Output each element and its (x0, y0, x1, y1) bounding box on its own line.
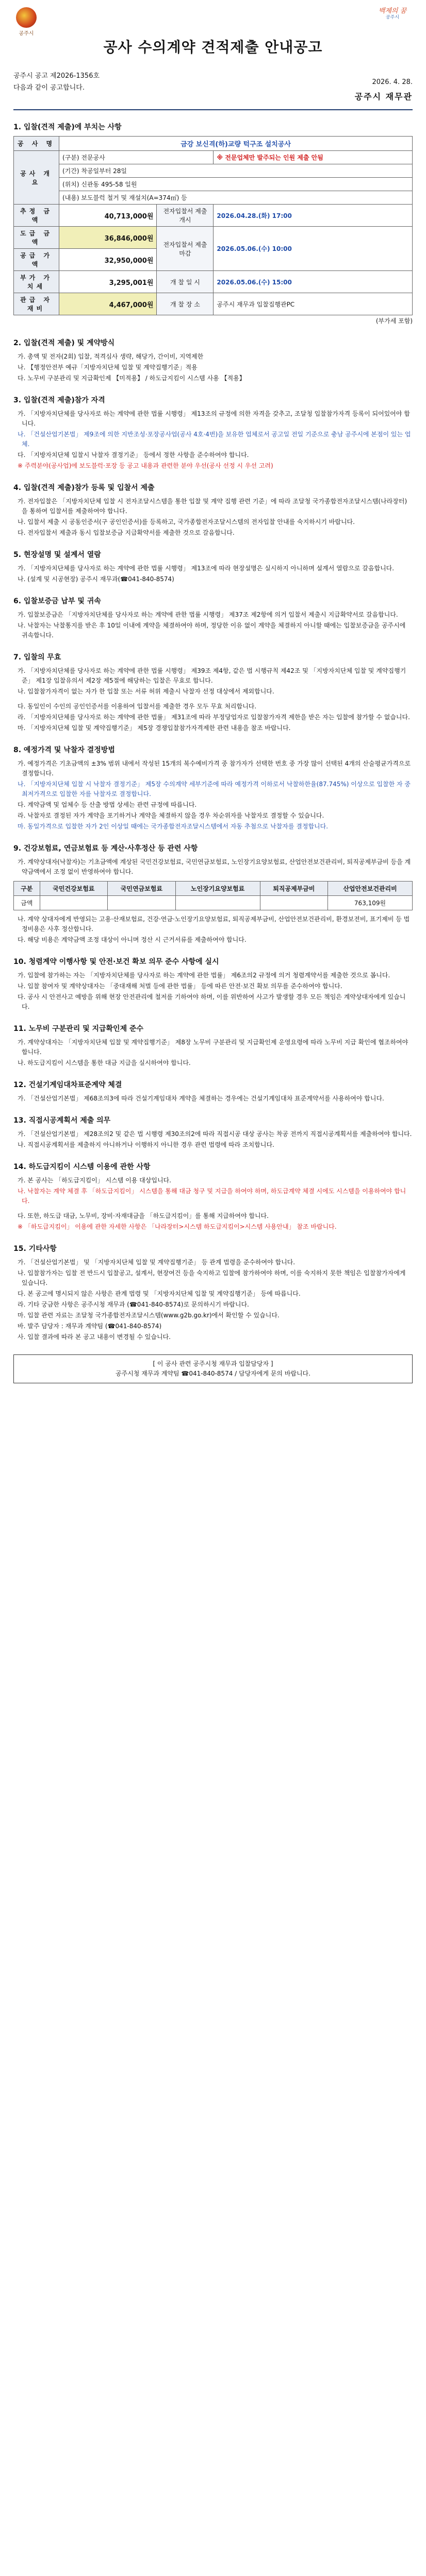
table-row (14, 293, 413, 315)
list-item: 나. (설계 및 시공현장) 공주시 재무과(☎041-840-8574) (18, 575, 174, 583)
table-cell (108, 896, 176, 910)
sec2-title: 2. 입찰(견적 제출) 및 계약방식 (13, 339, 115, 347)
table-header: 구분 (14, 882, 40, 896)
list-item: 나. 입찰 참여자 및 계약상대자는 「중대재해 처벌 등에 관한 법률」 등에 따른 안전·보건 확보 의무를 준수하여야 합니다. (18, 982, 342, 990)
amount-label: 공급 가액 (14, 249, 59, 271)
list-item: 라. 「지방자치단체를 당사자로 하는 계약에 관한 법률」 제31조에 따라 부정당업자로 입찰참가자격 제한을 받은 자는 입찰에 참가할 수 없습니다. (18, 714, 410, 721)
amount-label: 부가 가치세 (14, 271, 59, 293)
amount-label: 관급 자재비 (14, 293, 59, 315)
list-item: 나. 「지방자치단체 입찰 시 낙찰자 결정기준」 제5장 수의계약 세부기준에 따라 예정가격 이하로서 낙찰하한율(87.745%) 이상으로 입찰한 자 중 최저가격으로 입찰한 자를 낙찰자로 결정합니다. (18, 781, 411, 798)
overview-type-note: ※ 전문업체만 발주되는 인원 제출 안됨 (214, 151, 413, 164)
table-header: 국민연금보험료 (108, 882, 176, 896)
table-header: 국민건강보험료 (40, 882, 108, 896)
project-name: 금강 보신격(하)교량 턱구조 설치공사 (59, 137, 413, 151)
overview-content: (내용) 보도블럭 철거 및 재설치(A=374㎡) 등 (59, 191, 413, 205)
table-row (14, 271, 413, 293)
table-header: 퇴직공제부금비 (260, 882, 328, 896)
amount-value: 36,846,000원 (59, 227, 157, 249)
notice-number: 공주시 공고 제2026-1356호 (13, 72, 100, 80)
list-item: 가. 「지방자치단체를 당사자로 하는 계약에 관한 법률 시행령」 제13조의 규정에 의한 자격을 갖추고, 조달청 입찰참가자격 등록이 되어있어야 합니다. (18, 410, 410, 427)
amount-value: 40,713,000원 (59, 205, 157, 227)
list-item: 바. 발주 담당자 : 재무과 계약팀 (☎041-840-8574) (18, 1323, 162, 1330)
list-item: 마. 동일가격으로 입찰한 자가 2인 이상일 때에는 국가종합전자조달시스템에서 자동 추첨으로 낙찰자를 결정합니다. (18, 823, 329, 830)
schedule-value: 공주시 재무과 입찰집행관PC (214, 293, 413, 315)
table-row (14, 191, 413, 205)
list-item: 나. 낙찰자는 낙찰통지를 받은 후 10일 이내에 계약을 체결하여야 하며, 정당한 이유 없이 계약을 체결하지 아니할 때에는 입찰보증금을 공주시에 귀속합니다. (18, 622, 406, 639)
table-header: 노인장기요양보험료 (175, 882, 260, 896)
sec3-title: 3. 입찰(견적 제출)참가 자격 (13, 396, 105, 404)
list-item: 나. 입찰참가자는 입찰 전 반드시 입찰공고, 설계서, 현장여건 등을 숙지하고 입찰에 참가하여야 하며, 이를 숙지하지 못한 책임은 입찰참가자에게 있습니다. (18, 1269, 406, 1286)
list-item: 다. 계약금액 및 업체수 등 산출 방법 상세는 관련 규정에 따릅니다. (18, 801, 197, 808)
footer-line1: [ 이 공사 관련 공주시청 재무과 입찰담당자 ] (153, 1360, 273, 1367)
amount-label: 추정 금액 (14, 205, 59, 227)
amount-label: 도급 금액 (14, 227, 59, 249)
list-item: 마. 입찰 관련 자료는 조달청 국가종합전자조달시스템(www.g2b.go.kr)에서 확인할 수 있습니다. (18, 1312, 280, 1319)
table-row (14, 205, 413, 227)
schedule-label: 전자입찰서 제출 마감 (157, 227, 214, 271)
list-item: 나. 【행정안전부 예규「지방자치단체 입찰 및 계약집행기준」적용 (18, 364, 198, 371)
overview-location: (위치) 신관동 495-58 일원 (59, 178, 413, 191)
schedule-label: 개 찰 장 소 (157, 293, 214, 315)
list-item: 나. 직접시공계획서를 제출하지 아니하거나 이행하지 아니한 경우 관련 법령에 따라 조치합니다. (18, 1141, 274, 1148)
overview-table (13, 136, 413, 315)
table-row (14, 151, 413, 164)
sec1-title: 1. 입찰(견적 제출)에 부치는 사항 (13, 123, 122, 131)
schedule-label: 전자입찰서 제출 개시 (157, 205, 214, 227)
table-cell (175, 896, 260, 910)
sec15-title: 15. 기타사항 (13, 1245, 57, 1253)
overview-type: (구분) 전문공사 (59, 151, 214, 164)
schedule-value: 2026.05.06.(수) 10:00 (214, 227, 413, 271)
slogan-line2: 공주시 (385, 15, 400, 20)
list-item: ※ 「하도급지킴이」 이용에 관한 자세한 사항은 「나라장터>시스템 하도급지킴이>시스템 사용안내」 참조 바랍니다. (18, 1223, 337, 1230)
table-row (14, 178, 413, 191)
footer-line2: 공주시청 재무과 계약팀 ☎041-840-8574 / 담당자에게 문의 바랍니다. (116, 1370, 310, 1377)
schedule-label: 개 찰 일 시 (157, 271, 214, 293)
sec12-title: 12. 건설기계임대차표준계약 체결 (13, 1081, 122, 1089)
header-divider (13, 109, 413, 110)
city-seal-icon (16, 7, 37, 28)
notice-signer: 공주시 재무관 (354, 92, 413, 101)
overview-label: 공사 개요 (14, 151, 59, 205)
sec13-title: 13. 직접시공계획서 제출 의무 (13, 1116, 111, 1125)
page-title: 공사 수의계약 견적제출 안내공고 (103, 39, 323, 56)
table-cell: 금액 (14, 896, 40, 910)
city-logo (14, 7, 38, 35)
project-name-label: 공 사 명 (14, 137, 59, 151)
list-item: 사. 입찰 결과에 따라 본 공고 내용이 변경될 수 있습니다. (18, 1333, 171, 1341)
city-logo-text: 공주시 (19, 31, 34, 37)
schedule-value: 2026.04.28.(화) 17:00 (214, 205, 413, 227)
list-item: 라. 기타 궁금한 사항은 공주시청 재무과 (☎041-840-8574)로 문의하시기 바랍니다. (18, 1301, 249, 1308)
table-row (14, 137, 413, 151)
sec7-title: 7. 입찰의 무효 (13, 653, 61, 662)
list-item: 나. 낙찰자는 계약 체결 후 「하도급지킴이」 시스템을 통해 대금 청구 및 지급을 하여야 하며, 하도급계약 체결 시에도 시스템을 이용하여야 합니다. (18, 1188, 406, 1205)
list-item: 다. 또한, 하도급 대금, 노무비, 장비·자재대금을 「하도급지킴이」를 통해 지급하여야 합니다. (18, 1212, 269, 1219)
list-item: 가. 계약상대자(낙찰자)는 기초금액에 계상된 국민건강보험료, 국민연금보험료, 노인장기요양보험료, 산업안전보건관리비, 퇴직공제부금비 등을 계약금액에서 조정 없이 반영하여야 합니다. (18, 858, 411, 875)
list-item: ※ 주력분야(공사업)에 보도블럭·포장 등 공고 내용과 관련한 분야 우선(공사 선정 시 우선 고려) (18, 462, 273, 469)
city-slogan (375, 7, 409, 32)
contact-footer (13, 1354, 413, 1383)
sec8-title: 8. 예정가격 및 낙찰자 결정방법 (13, 746, 115, 754)
list-item: 가. 본 공사는 「하도급지킴이」 시스템 이용 대상입니다. (18, 1177, 171, 1184)
list-item: 가. 「지방자치단체를 당사자로 하는 계약에 관한 법률 시행령」 제39조 제4항, 같은 법 시행규칙 제42조 및 「지방자치단체 입찰 및 계약집행기준」 제1장 입찰유의서 제2장 제5절에 해당하는 입찰은 무효로 합니다. (18, 667, 406, 684)
amount-value: 3,295,001원 (59, 271, 157, 293)
table-header: 산업안전보건관리비 (328, 882, 413, 896)
table-cell (260, 896, 328, 910)
table-cell (40, 896, 108, 910)
notice-date: 2026. 4. 28. (372, 78, 413, 86)
list-item: 나. 계약 상대자에게 반영되는 고용·산재보험료, 건강·연금·노인장기요양보험료, 퇴직공제부금비, 산업안전보건관리비, 환경보전비, 표기제비 등 법정비용은 사후 정산합니다. (18, 916, 410, 933)
table-header-row (14, 882, 413, 896)
list-item: 나. 입찰참가자격이 없는 자가 한 입찰 또는 서류 허위 제출시 낙찰자 선정 대상에서 제외합니다. (18, 688, 274, 695)
list-item: 나. 하도급지킴이 시스템을 통한 대금 지급을 실시하여야 합니다. (18, 1059, 191, 1066)
list-item: 가. 「건설산업기본법」 제28조의2 및 같은 법 시행령 제30조의2에 따라 직접시공 대상 공사는 착공 전까지 직접시공계획서를 제출하여야 합니다. (18, 1130, 412, 1138)
list-item: 다. 해당 비용은 계약금액 조정 대상이 아니며 정산 시 근거서류를 제출하여야 합니다. (18, 936, 247, 943)
list-item: 가. 입찰보증금은 「지방자치단체를 당사자로 하는 계약에 관한 법률 시행령」 제37조 제2항에 의거 입찰서 제출시 지급확약서로 갈음합니다. (18, 611, 398, 618)
amount-value: 4,467,000원 (59, 293, 157, 315)
table-row (14, 896, 413, 910)
list-item: 가. 「건설산업기본법」 및 「지방자치단체 입찰 및 계약집행기준」 등 관계 법령을 준수하여야 합니다. (18, 1259, 296, 1266)
slogan-line1: 백제의 꿈 (378, 7, 407, 15)
overview-period: (기간) 착공일부터 28일 (59, 164, 413, 178)
list-item: 마. 「지방자치단체 입찰 및 계약집행기준」 제5장 경쟁입찰참가자격제한 관련 내용을 참조 바랍니다. (18, 724, 291, 732)
list-item: 가. 계약상대자는 「지방자치단체 입찰 및 계약집행기준」 제8장 노무비 구분관리 및 지급확인제 운영요령에 따라 노무비 지급 확인에 협조하여야 합니다. (18, 1039, 408, 1056)
notice-intro: 다음과 같이 공고합니다. (13, 84, 85, 92)
list-item: 다. 동일인이 수인의 공인인증서를 이용하여 입찰서를 제출한 경우 모두 무효 처리합니다. (18, 703, 257, 710)
sec6-title: 6. 입찰보증금 납부 및 귀속 (13, 597, 101, 605)
list-item: 가. 총액 및 전자(2회) 입찰, 적격심사 생략, 해당가, 간이비, 지역제한 (18, 353, 204, 360)
amount-value: 32,950,000원 (59, 249, 157, 271)
list-item: 가. 전자입찰은 「지방자치단체 입찰 시 전자조달시스템을 통한 입찰 및 계약 집행 관련 기준」에 따라 조달청 국가종합전자조달시스템(나라장터)을 통하여 입찰서를 제출하여야 합니다. (18, 498, 407, 515)
sec10-title: 10. 청렴계약 이행사항 및 안전·보건 확보 의무 준수 사항에 실시 (13, 958, 219, 966)
schedule-value: 2026.05.06.(수) 15:00 (214, 271, 413, 293)
sec5-title: 5. 현장설명 및 설계서 열람 (13, 551, 101, 559)
table-row (14, 227, 413, 249)
sec9-title: 9. 건강보험료, 연금보험료 등 계산·사후정산 등 관련 사항 (13, 844, 198, 853)
insurance-table (13, 881, 413, 910)
sec14-title: 14. 하도급지킴이 시스템 이용에 관한 사항 (13, 1163, 151, 1171)
list-item: 다. 노무비 구분관리 및 지급확인제 【미적용】 / 하도급지킴이 시스템 사용 【적용】 (18, 375, 245, 382)
list-item: 가. 「지방자치단체를 당사자로 하는 계약에 관한 법률 시행령」 제13조에 따라 현장설명은 실시하지 아니하며 설계서 열람으로 갈음합니다. (18, 565, 395, 572)
sec11-title: 11. 노무비 구분관리 및 지급확인제 준수 (13, 1025, 144, 1033)
list-item: 가. 입찰에 참가하는 자는 「지방자치단체를 당사자로 하는 계약에 관한 법률」 제6조의2 규정에 의거 청렴계약서를 제출한 것으로 봅니다. (18, 972, 390, 979)
list-item: 다. 「지방자치단체 입찰시 낙찰자 결정기준」 등에서 정한 사항을 준수하여야 합니다. (18, 451, 249, 459)
list-item: 다. 전자입찰서 제출과 동시 입찰보증금 지급확약서를 제출한 것으로 갈음합니다. (18, 529, 235, 536)
list-item: 나. 입찰서 제출 시 공동인증서(구 공인인증서)를 등록하고, 국가종합전자조달시스템의 전자입찰 안내를 숙지하시기 바랍니다. (18, 518, 355, 526)
list-item: 가. 「건설산업기본법」 제68조의3에 따라 건설기계임대차 계약을 체결하는 경우에는 건설기계임대차 표준계약서를 사용하여야 합니다. (18, 1095, 384, 1102)
amount-unit-note: (부가세 포함) (375, 317, 413, 325)
list-item: 라. 낙찰자로 결정된 자가 계약을 포기하거나 계약을 체결하지 않을 경우 차순위자를 낙찰자로 결정할 수 있습니다. (18, 812, 324, 819)
list-item: 나. 「건설산업기본법」 제9조에 의한 지반조성·포장공사업(공사 4호·4번)을 보유한 업체로서 공고일 전일 기준으로 충남 공주시에 본점이 있는 업체. (18, 431, 411, 448)
list-item: 다. 공사 시 안전사고 예방을 위해 현장 안전관리에 철저를 기하여야 하며, 이를 위반하여 사고가 발생할 경우 모든 책임은 계약상대자에게 있습니다. (18, 993, 406, 1010)
table-row (14, 164, 413, 178)
list-item: 가. 예정가격은 기초금액의 ±3% 범위 내에서 작성된 15개의 복수예비가격 중 참가자가 선택한 번호 중 가장 많이 선택된 4개의 산술평균가격으로 결정합니다. (18, 760, 411, 777)
list-item: 다. 본 공고에 명시되지 않은 사항은 관계 법령 및 「지방자치단체 입찰 및 계약집행기준」 등에 따릅니다. (18, 1290, 301, 1297)
table-cell: 763,109원 (328, 896, 413, 910)
sec4-title: 4. 입찰(견적 제출)참가 등록 및 입찰서 제출 (13, 484, 155, 492)
